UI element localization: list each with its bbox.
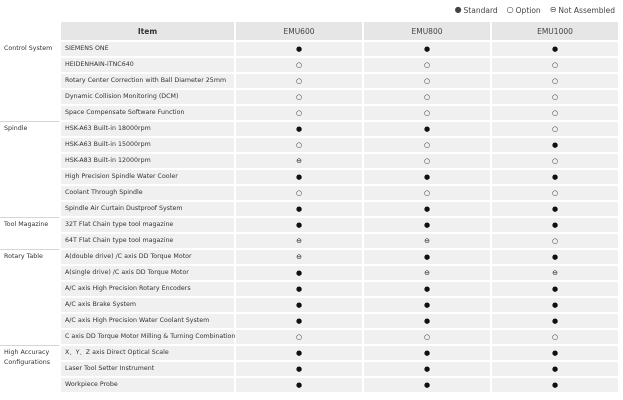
availability-mark: ○ [551,157,559,165]
row-item-label: Space Compensate Software Function [65,109,185,116]
table-row [61,106,618,120]
row-item-label: Coolant Through Spindle [65,189,143,196]
availability-mark: ○ [423,157,431,165]
availability-mark: ● [551,221,559,229]
availability-mark: ○ [295,189,303,197]
availability-mark: ○ [295,141,303,149]
availability-mark: ⊖ [424,269,430,277]
availability-mark: ● [295,301,303,309]
row-item-label: HSK-A63 Built-in 15000rpm [65,141,151,148]
legend-not-assembled-label: Not Assembled [558,5,615,15]
availability-mark: ⊖ [296,157,302,165]
table-row [61,170,618,184]
availability-mark: ● [423,221,431,229]
table-row [61,250,618,264]
table-row [61,282,618,296]
row-item-label: HSK-A63 Built-in 18000rpm [65,125,151,132]
table-row [61,202,618,216]
table-row [61,186,618,200]
availability-mark: ● [423,317,431,325]
legend-option [507,6,541,15]
table-row [61,154,618,168]
availability-mark: ● [295,285,303,293]
availability-mark: ● [295,317,303,325]
group-label: Rotary Table [4,253,43,260]
row-item-label: C axis DD Torque Motor Milling & Turning Combination [65,333,236,340]
availability-mark: ● [423,45,431,53]
group-label: Spindle [4,125,28,132]
row-item-label: HEIDENHAIN-iTNC640 [65,61,134,68]
header-model-emu600: EMU600 [236,22,362,40]
header-model-emu800: EMU800 [364,22,490,40]
availability-mark: ○ [295,333,303,341]
availability-mark: ○ [423,141,431,149]
table-row [61,218,618,232]
availability-mark: ○ [551,333,559,341]
table-row [61,266,618,280]
row-item-label: Laser Tool Setter Instrument [65,365,155,372]
table-row [61,362,618,376]
availability-mark: ○ [423,109,431,117]
availability-mark: ○ [551,77,559,85]
row-item-label: X、Y、Z axis Direct Optical Scale [65,349,169,356]
availability-mark: ● [295,125,303,133]
legend-option-label: Option [515,5,541,15]
table-row [61,74,618,88]
row-item-label: Dynamic Collision Monitoring (DCM) [65,93,179,100]
legend [446,4,615,16]
legend-standard-label: Standard [463,5,498,15]
row-item-label: Rotary Center Correction with Ball Diameter 25mm [65,77,227,84]
row-item-label: A/C axis Brake System [65,301,136,308]
legend-standard [455,6,498,15]
availability-mark: ● [551,141,559,149]
availability-mark: ○ [423,77,431,85]
table-row [61,234,618,248]
availability-mark: ● [423,253,431,261]
group-divider [0,345,59,346]
availability-mark: ● [423,365,431,373]
availability-mark: ○ [423,189,431,197]
availability-mark: ○ [551,93,559,101]
table-row [61,298,618,312]
availability-mark: ● [551,317,559,325]
availability-mark: ○ [423,333,431,341]
table-row [61,378,618,392]
availability-mark: ⊖ [424,237,430,245]
availability-mark: ● [295,173,303,181]
availability-mark: ● [551,365,559,373]
group-label: Control System [4,45,53,52]
circled-minus-icon: ⊖ [549,5,557,14]
hollow-circle-icon: ○ [506,5,514,14]
availability-mark: ● [295,45,303,53]
row-item-label: A(double drive) /C axis DD Torque Motor [65,253,192,260]
row-item-label: HSK-A83 Built-in 12000rpm [65,157,151,164]
availability-mark: ● [423,173,431,181]
table-row [61,42,618,56]
availability-mark: ● [423,125,431,133]
availability-mark: ● [423,349,431,357]
table-row [61,58,618,72]
availability-mark: ● [423,205,431,213]
availability-mark: ● [551,173,559,181]
legend-not-assembled [550,6,615,15]
availability-mark: ⊖ [296,237,302,245]
availability-mark: ○ [423,61,431,69]
availability-mark: ○ [295,61,303,69]
availability-mark: ● [423,285,431,293]
row-item-label: SIEMENS ONE [65,45,109,52]
group-divider [0,217,59,218]
header-model-emu1000: EMU1000 [492,22,618,40]
row-item-label: High Precision Spindle Water Cooler [65,173,178,180]
availability-mark: ● [551,45,559,53]
availability-mark: ○ [295,93,303,101]
row-item-label: 32T Flat Chain type tool magazine [65,221,174,228]
availability-mark: ● [551,349,559,357]
table-row [61,122,618,136]
table-row [61,314,618,328]
availability-mark: ○ [551,125,559,133]
group-divider [0,121,59,122]
availability-mark: ● [423,301,431,309]
availability-mark: ○ [295,77,303,85]
row-item-label: A/C axis High Precision Rotary Encoders [65,285,191,292]
group-divider [0,249,59,250]
row-item-label: Spindle Air Curtain Dustproof System [65,205,183,212]
availability-mark: ● [295,381,303,389]
filled-circle-icon: ● [454,5,462,14]
table-row [61,138,618,152]
table-row [61,346,618,360]
availability-mark: ● [295,349,303,357]
availability-mark: ⊖ [552,269,558,277]
availability-mark: ○ [551,61,559,69]
availability-mark: ● [423,381,431,389]
availability-mark: ● [551,301,559,309]
row-item-label: Workpiece Probe [65,381,118,388]
availability-mark: ● [551,205,559,213]
availability-mark: ○ [551,189,559,197]
availability-mark: ● [295,221,303,229]
group-label: Tool Magazine [4,221,49,228]
availability-mark: ⊖ [296,253,302,261]
group-label: High Accuracy Configurations [4,349,50,366]
availability-mark: ● [551,253,559,261]
availability-mark: ○ [295,109,303,117]
availability-mark: ● [295,365,303,373]
table-row [61,90,618,104]
availability-mark: ○ [551,237,559,245]
availability-mark: ● [551,285,559,293]
availability-mark: ○ [423,93,431,101]
availability-mark: ● [295,205,303,213]
table-row [61,330,618,344]
availability-mark: ○ [551,109,559,117]
availability-mark: ● [295,269,303,277]
header-item: Item [61,22,234,40]
row-item-label: A/C axis High Precision Water Coolant System [65,317,210,324]
availability-mark: ● [551,381,559,389]
row-item-label: 64T Flat Chain type tool magazine [65,237,174,244]
row-item-label: A(single drive) /C axis DD Torque Motor [65,269,189,276]
